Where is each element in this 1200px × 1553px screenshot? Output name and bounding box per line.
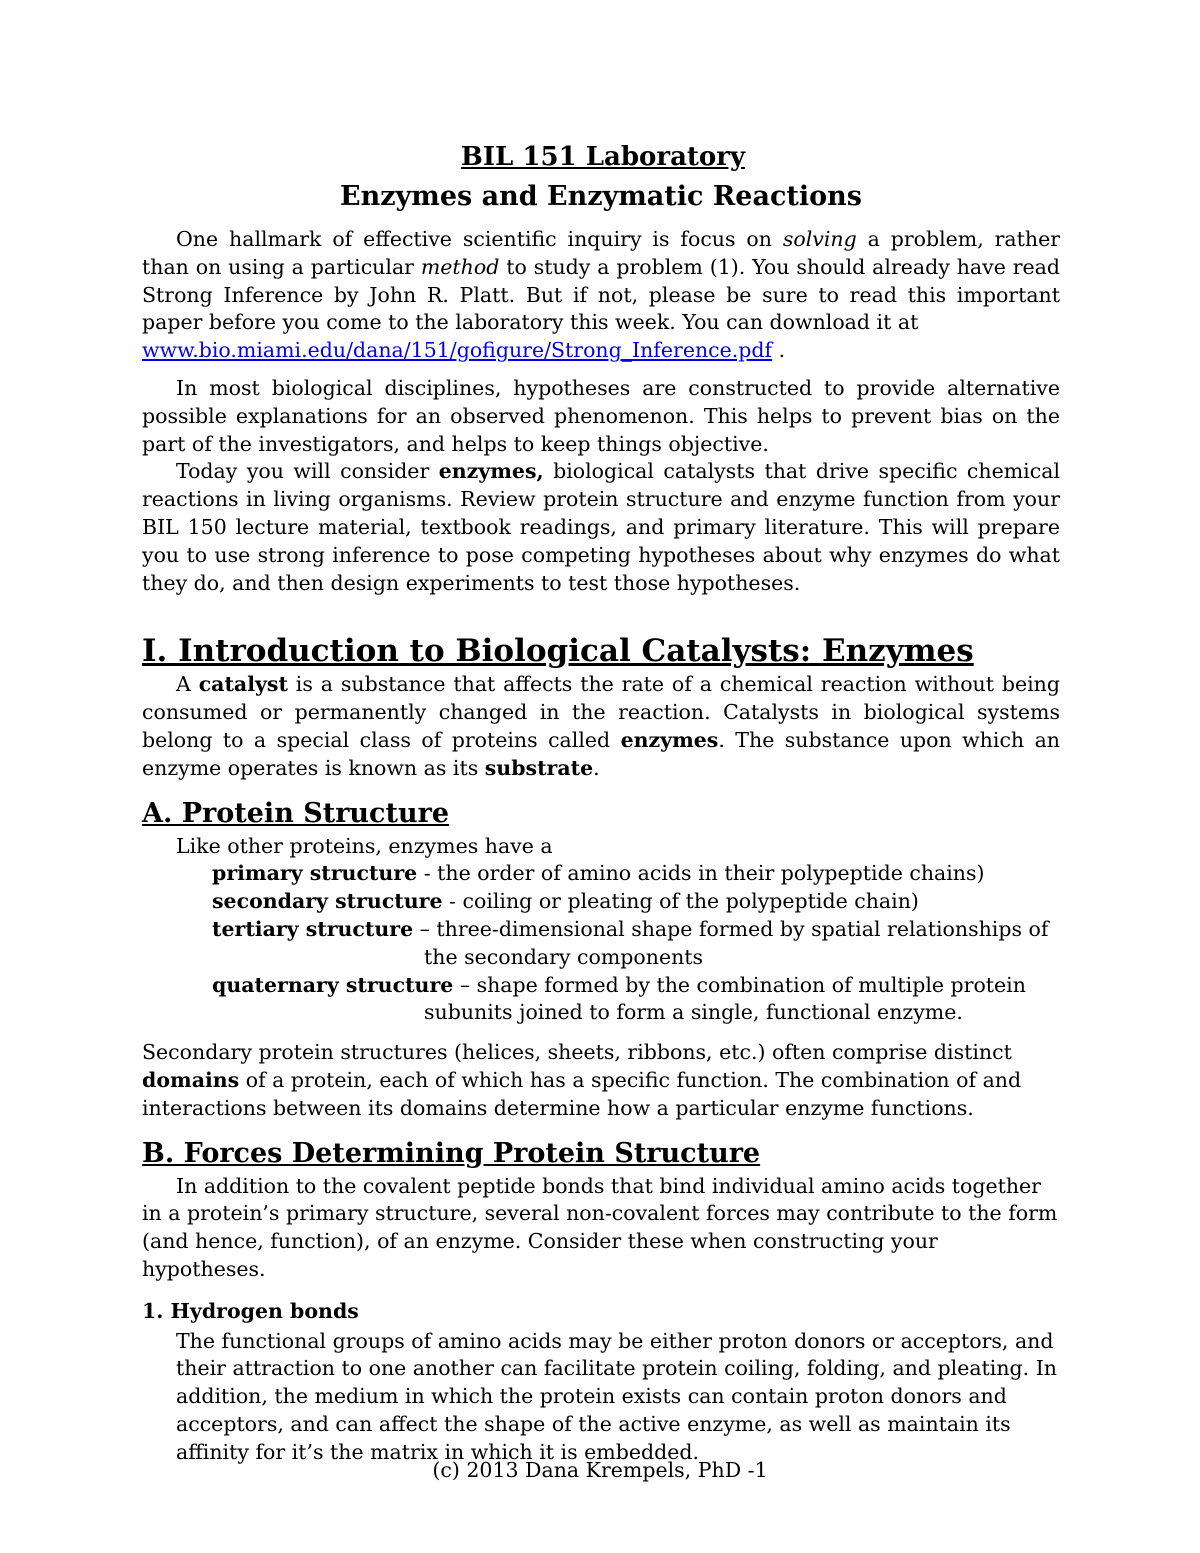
structure-term: quaternary structure [212, 972, 454, 997]
intro-paragraph-2: In most biological disciplines, hypotheses are constructed to provide alternative possible explanations for an observed phenomenon. This helps to prevent bias on the part of the investigators, and helps to keep things objective. [142, 375, 1060, 456]
section-a-paragraph [142, 1039, 1060, 1122]
course-title: BIL 151 Laboratory [460, 142, 746, 172]
structure-list [142, 860, 1060, 1027]
text-run: Secondary protein structures (helices, sheets, ribbons, etc.) often comprise distinct [142, 1040, 1012, 1065]
section-1-paragraph [142, 671, 1060, 782]
section-a-heading: A. Protein Structure [142, 797, 449, 829]
structure-desc: – shape formed by the combination of multiple protein [453, 972, 1026, 997]
text-run-bold: catalyst [198, 672, 288, 697]
page-footer: (c) 2013 Dana Krempels, PhD -1 [432, 1458, 768, 1482]
list-item [142, 916, 1060, 944]
intro-link-line [142, 337, 1060, 365]
structure-term: tertiary structure [212, 916, 414, 941]
section-b-heading: B. Forces Determining Protein Structure [142, 1137, 761, 1169]
text-run-bold: domains [142, 1067, 240, 1092]
intro-paragraph-1 [142, 226, 1060, 337]
text-run: Today you will consider [176, 459, 439, 484]
intro-paragraph-3 [142, 458, 1060, 597]
text-run-bold: enzymes [620, 727, 719, 752]
text-run: . The substance upon which an enzyme operates is known as its [142, 727, 1060, 780]
text-run: of a protein, each of which has a specific function. The combination of and interactions between its domains determine how a particular enzyme functions. [142, 1067, 1022, 1120]
structure-term: primary structure [212, 861, 418, 886]
page-title: Enzymes and Enzymatic Reactions [340, 181, 862, 212]
text-run: . [593, 755, 600, 780]
text-run-italic: solving [782, 227, 857, 251]
structure-term: secondary structure [212, 889, 443, 914]
strong-inference-link[interactable]: www.bio.miami.edu/dana/151/gofigure/Strong_Inference.pdf [142, 338, 773, 363]
text-run: A [176, 672, 199, 697]
subsection-1-heading: 1. Hydrogen bonds [142, 1298, 359, 1323]
structure-desc: - the order of amino acids in their polypeptide chains) [417, 861, 985, 886]
structure-desc: - coiling or pleating of the polypeptide chain) [442, 889, 919, 914]
text-run: a problem, rather than on using a particular [142, 227, 1060, 279]
text-run: biological catalysts that drive specific chemical reactions in living organisms. Review protein structure and enzyme function from your BIL 150 lecture material, textbook readings, and primary literature. This will prepare you to use strong inference to pose competing hypotheses about why enzymes do what they do, and then design experiments to test those hypotheses. [142, 459, 1060, 595]
list-item [142, 972, 1060, 1000]
text-run-bold: substrate [484, 755, 594, 780]
section-1-heading: I. Introduction to Biological Catalysts: Enzymes [142, 633, 974, 670]
text-run-bold: enzymes, [438, 459, 544, 484]
subsection-1-paragraph: The functional groups of amino acids may be either proton donors or acceptors, and their attraction to one another can facilitate protein coiling, folding, and pleating. In addition, the medium in which the protein exists can contain proton donors and acceptors, and can affect the shape of the active enzyme, as well as maintain its affinity for it’s the matrix in which it is embedded. [176, 1328, 1058, 1464]
text-run: . [772, 338, 786, 363]
structure-desc: – three-dimensional shape formed by spatial relationships of [413, 916, 1049, 941]
document-page [142, 140, 1060, 1466]
list-item [142, 888, 1060, 916]
text-run: is a substance that affects the rate of a chemical reaction without being consumed or permanently changed in the reaction. Catalysts in biological systems belong to a special class of proteins called [142, 672, 1060, 752]
list-item-continuation: subunits joined to form a single, functional enzyme. [424, 1000, 963, 1025]
section-a-intro: Like other proteins, enzymes have a [176, 833, 553, 858]
text-run-italic: method [420, 254, 500, 279]
list-item-continuation: the secondary components [424, 944, 704, 969]
text-run: One hallmark of effective scientific inquiry is focus on [176, 227, 783, 251]
section-b-paragraph: In addition to the covalent peptide bonds that bind individual amino acids together in a protein’s primary structure, several non-covalent forces may contribute to the form (and hence, function), of an enzyme. Consider these when constructing your hypotheses. [142, 1173, 1058, 1281]
list-item [142, 860, 1060, 888]
text-run: to study a problem (1). You should already have read Strong Inference by John R. Platt. But if not, please be sure to read this important paper before you come to the laboratory this week. You can download it at [142, 254, 1060, 335]
